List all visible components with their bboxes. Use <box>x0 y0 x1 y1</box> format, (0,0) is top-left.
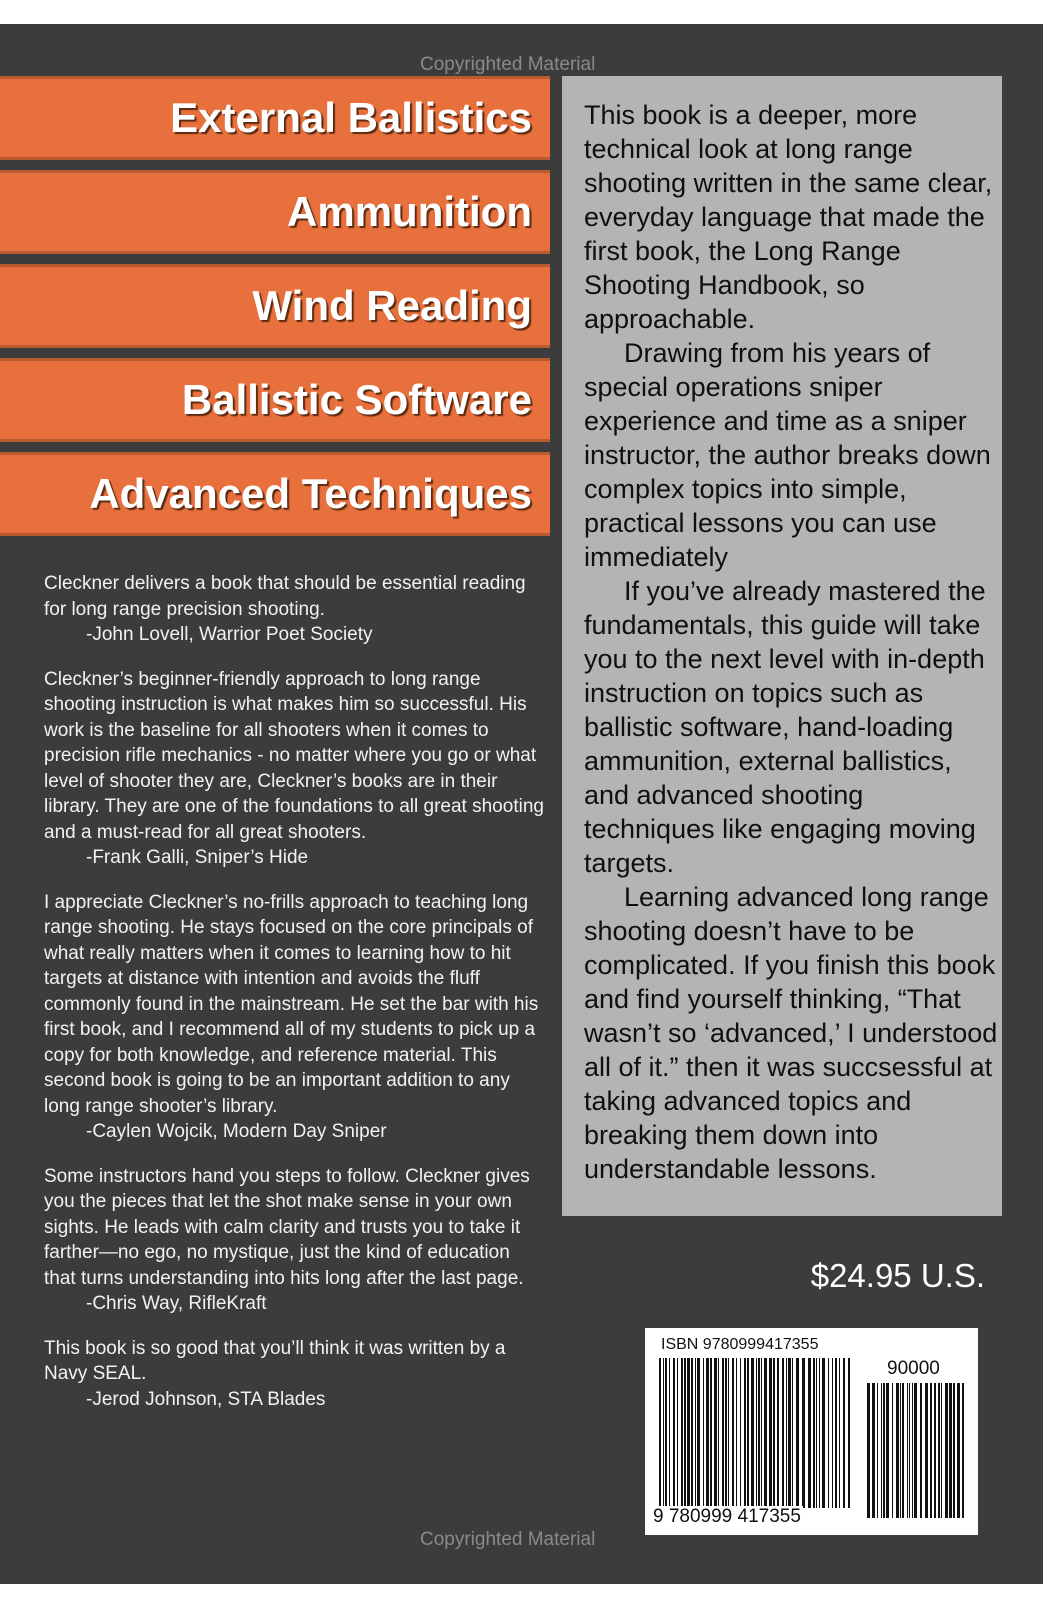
price: $24.95 U.S. <box>810 1257 985 1294</box>
barcode-bars-main <box>659 1358 855 1518</box>
endorsement <box>44 571 544 648</box>
barcode-bar <box>914 1383 917 1518</box>
barcode-bar <box>839 1358 840 1508</box>
barcode-bar <box>751 1358 754 1508</box>
barcode-bar <box>802 1358 805 1508</box>
isbn-barcode <box>645 1328 978 1535</box>
barcode-bar <box>962 1383 964 1518</box>
topic-label: Wind Reading <box>252 282 532 329</box>
barcode-bar <box>777 1358 779 1508</box>
barcode-bar <box>744 1358 746 1508</box>
barcode-bar <box>881 1383 882 1518</box>
topic-label: External Ballistics <box>170 94 532 141</box>
barcode-bar <box>769 1358 772 1508</box>
barcode-bar <box>822 1358 825 1508</box>
endorsement <box>44 1336 544 1413</box>
barcode-bar <box>902 1383 904 1518</box>
watermark-top: Copyrighted Material <box>420 54 596 75</box>
barcode-bar <box>872 1383 875 1518</box>
barcode-bar <box>883 1383 885 1518</box>
topic-label: Advanced Techniques <box>89 470 532 517</box>
barcode-bar <box>819 1358 820 1508</box>
barcode-bar <box>728 1358 729 1508</box>
endorsement <box>44 890 544 1145</box>
barcode-bar <box>934 1383 936 1518</box>
back-cover <box>0 24 1043 1584</box>
barcode-bar <box>761 1358 762 1508</box>
endorsement-text: I appreciate Cleckner’s no-frills approach to teaching long range shooting. He stays focused on the core principals of what really matters when it comes to learning how to hit targets at distance with intention and avoids the fluff commonly found in the mainstream. He set the bar with his first book, and I recommend all of my students to pick up a copy for both knowledge, and reference material. This second book is going to be an important addition to any long range shooter’s library. <box>44 891 539 1117</box>
endorsement <box>44 667 544 871</box>
description-paragraph: Drawing from his years of special operations sniper experience and time as a sniper instructor, the author breaks down complex topics into simple, practical lessons you can use immediately <box>584 338 991 572</box>
topic-band-ballistic-software <box>0 358 550 442</box>
barcode-bar <box>813 1358 815 1508</box>
barcode-bar <box>718 1358 719 1508</box>
barcode-bar <box>756 1358 757 1508</box>
barcode-bars-addon <box>867 1383 967 1518</box>
barcode-digits: 9 780999 417355 <box>653 1506 801 1527</box>
barcode-bar <box>673 1358 675 1508</box>
barcode-bar <box>832 1358 833 1508</box>
endorsement-attribution: -Caylen Wojcik, Modern Day Sniper <box>86 1121 387 1142</box>
barcode-bar <box>732 1358 734 1508</box>
description-paragraph: If you’ve already mastered the fundamentals, this guide will take you to the next level with in-depth instruction on topics such as ballistic software, hand-loading ammunition, external ballistics, and advanced shooting techniques like engaging moving targets. <box>584 576 986 878</box>
barcode-bar <box>828 1358 829 1508</box>
barcode-bar <box>941 1383 942 1518</box>
barcode-bar <box>877 1383 878 1518</box>
barcode-bar <box>953 1383 955 1518</box>
endorsement-text: Cleckner’s beginner-friendly approach to long range shooting instruction is what makes him so successful. His work is the baseline for all shooters when it comes to precision rifle mechanics - no matter where you go or what level of shooter they are, Cleckner’s books are in their library. They are one of the foundations to all great shooting and a must-read for all great shooters. <box>44 668 544 843</box>
barcode-bar <box>697 1358 700 1508</box>
barcode-bar <box>907 1383 908 1518</box>
barcode-bar <box>796 1358 799 1508</box>
barcode-bar <box>747 1358 749 1508</box>
barcode-bar <box>892 1383 893 1518</box>
endorsement-attribution: -Chris Way, RifleKraft <box>86 1293 267 1314</box>
barcode-bar <box>949 1383 952 1518</box>
barcode-bar <box>677 1358 678 1508</box>
barcode-bar <box>665 1358 667 1508</box>
barcode-bar <box>792 1358 793 1508</box>
barcode-bar <box>663 1358 664 1508</box>
barcode-bar <box>900 1383 901 1518</box>
endorsement-text: Cleckner delivers a book that should be essential reading for long range precision shooting. <box>44 573 526 620</box>
barcode-bar <box>786 1358 787 1508</box>
isbn-label: ISBN 9780999417355 <box>661 1336 819 1353</box>
barcode-bar <box>843 1358 845 1508</box>
endorsement-text: Some instructors hand you steps to follow. Cleckner gives you the pieces that let the shot make sense in your own sights. He leads with calm clarity and trusts you to take it farther—no ego, no mystique, just the kind of education that turns understanding into hits long after the last page. <box>44 1165 530 1289</box>
barcode-bar <box>930 1383 932 1518</box>
watermark-bottom: Copyrighted Material <box>420 1529 596 1550</box>
topic-band-ammunition <box>0 170 550 254</box>
barcode-bar <box>706 1358 709 1508</box>
topic-band-wind-reading <box>0 264 550 348</box>
endorsement-attribution: -John Lovell, Warrior Poet Society <box>86 624 373 645</box>
barcode-bar <box>773 1358 775 1508</box>
barcode-bar <box>957 1383 960 1518</box>
barcode-bar <box>848 1358 850 1508</box>
barcode-bar <box>681 1358 683 1508</box>
endorsement-text: This book is so good that you’ll think it was written by a Navy SEAL. <box>44 1337 506 1384</box>
topic-band-external-ballistics <box>0 76 550 160</box>
endorsement <box>44 1164 544 1317</box>
description-panel <box>562 76 1002 1216</box>
addon-code: 90000 <box>887 1358 940 1379</box>
description-text <box>584 98 999 1186</box>
barcode-bar <box>659 1358 661 1508</box>
barcode-bar <box>695 1358 696 1508</box>
barcode-bar <box>758 1358 760 1508</box>
barcode-bar <box>691 1358 693 1508</box>
barcode-bar <box>725 1358 727 1508</box>
endorsements <box>44 571 544 1431</box>
barcode-bar <box>684 1358 686 1508</box>
barcode-bar <box>740 1358 741 1508</box>
barcode-bar <box>816 1358 817 1508</box>
endorsement-attribution: -Jerod Johnson, STA Blades <box>86 1388 326 1410</box>
barcode-bar <box>867 1383 870 1518</box>
barcode-bar <box>703 1358 704 1508</box>
description-paragraph: Learning advanced long range shooting doesn’t have to be complicated. If you finish this book and find yourself thinking, “That wasn’t so ‘advanced,’ I understood all of it.” then it was succsessful at taking advanced topics and breaking them down into understandable lessons. <box>584 882 998 1184</box>
barcode-bar <box>925 1383 928 1518</box>
barcode-bar <box>736 1358 737 1508</box>
description-paragraph: This book is a deeper, more technical look at long range shooting written in the same clear, everyday language that made the first book, the Long Range Shooting Handbook, so approachable. <box>584 100 993 334</box>
topic-label: Ballistic Software <box>181 376 532 423</box>
barcode-bar <box>788 1358 791 1508</box>
barcode-bar <box>710 1358 712 1508</box>
barcode-bar <box>669 1358 670 1508</box>
barcode-bar <box>687 1358 690 1508</box>
topic-label: Ammunition <box>287 188 532 235</box>
barcode-bar <box>886 1383 889 1518</box>
barcode-bar <box>912 1383 913 1518</box>
barcode-bar <box>938 1383 940 1518</box>
barcode-bar <box>714 1358 717 1508</box>
barcode-bar <box>782 1358 784 1508</box>
barcode-bar <box>920 1383 922 1518</box>
topic-band-advanced-techniques <box>0 452 550 536</box>
barcode-bar <box>896 1383 899 1518</box>
barcode-bar <box>909 1383 910 1518</box>
endorsement-attribution: -Frank Galli, Sniper’s Hide <box>86 847 309 868</box>
barcode-bar <box>835 1358 837 1508</box>
barcode-bar <box>808 1358 811 1508</box>
barcode-bar <box>764 1358 767 1508</box>
barcode-bar <box>722 1358 724 1508</box>
barcode-bar <box>945 1383 948 1518</box>
